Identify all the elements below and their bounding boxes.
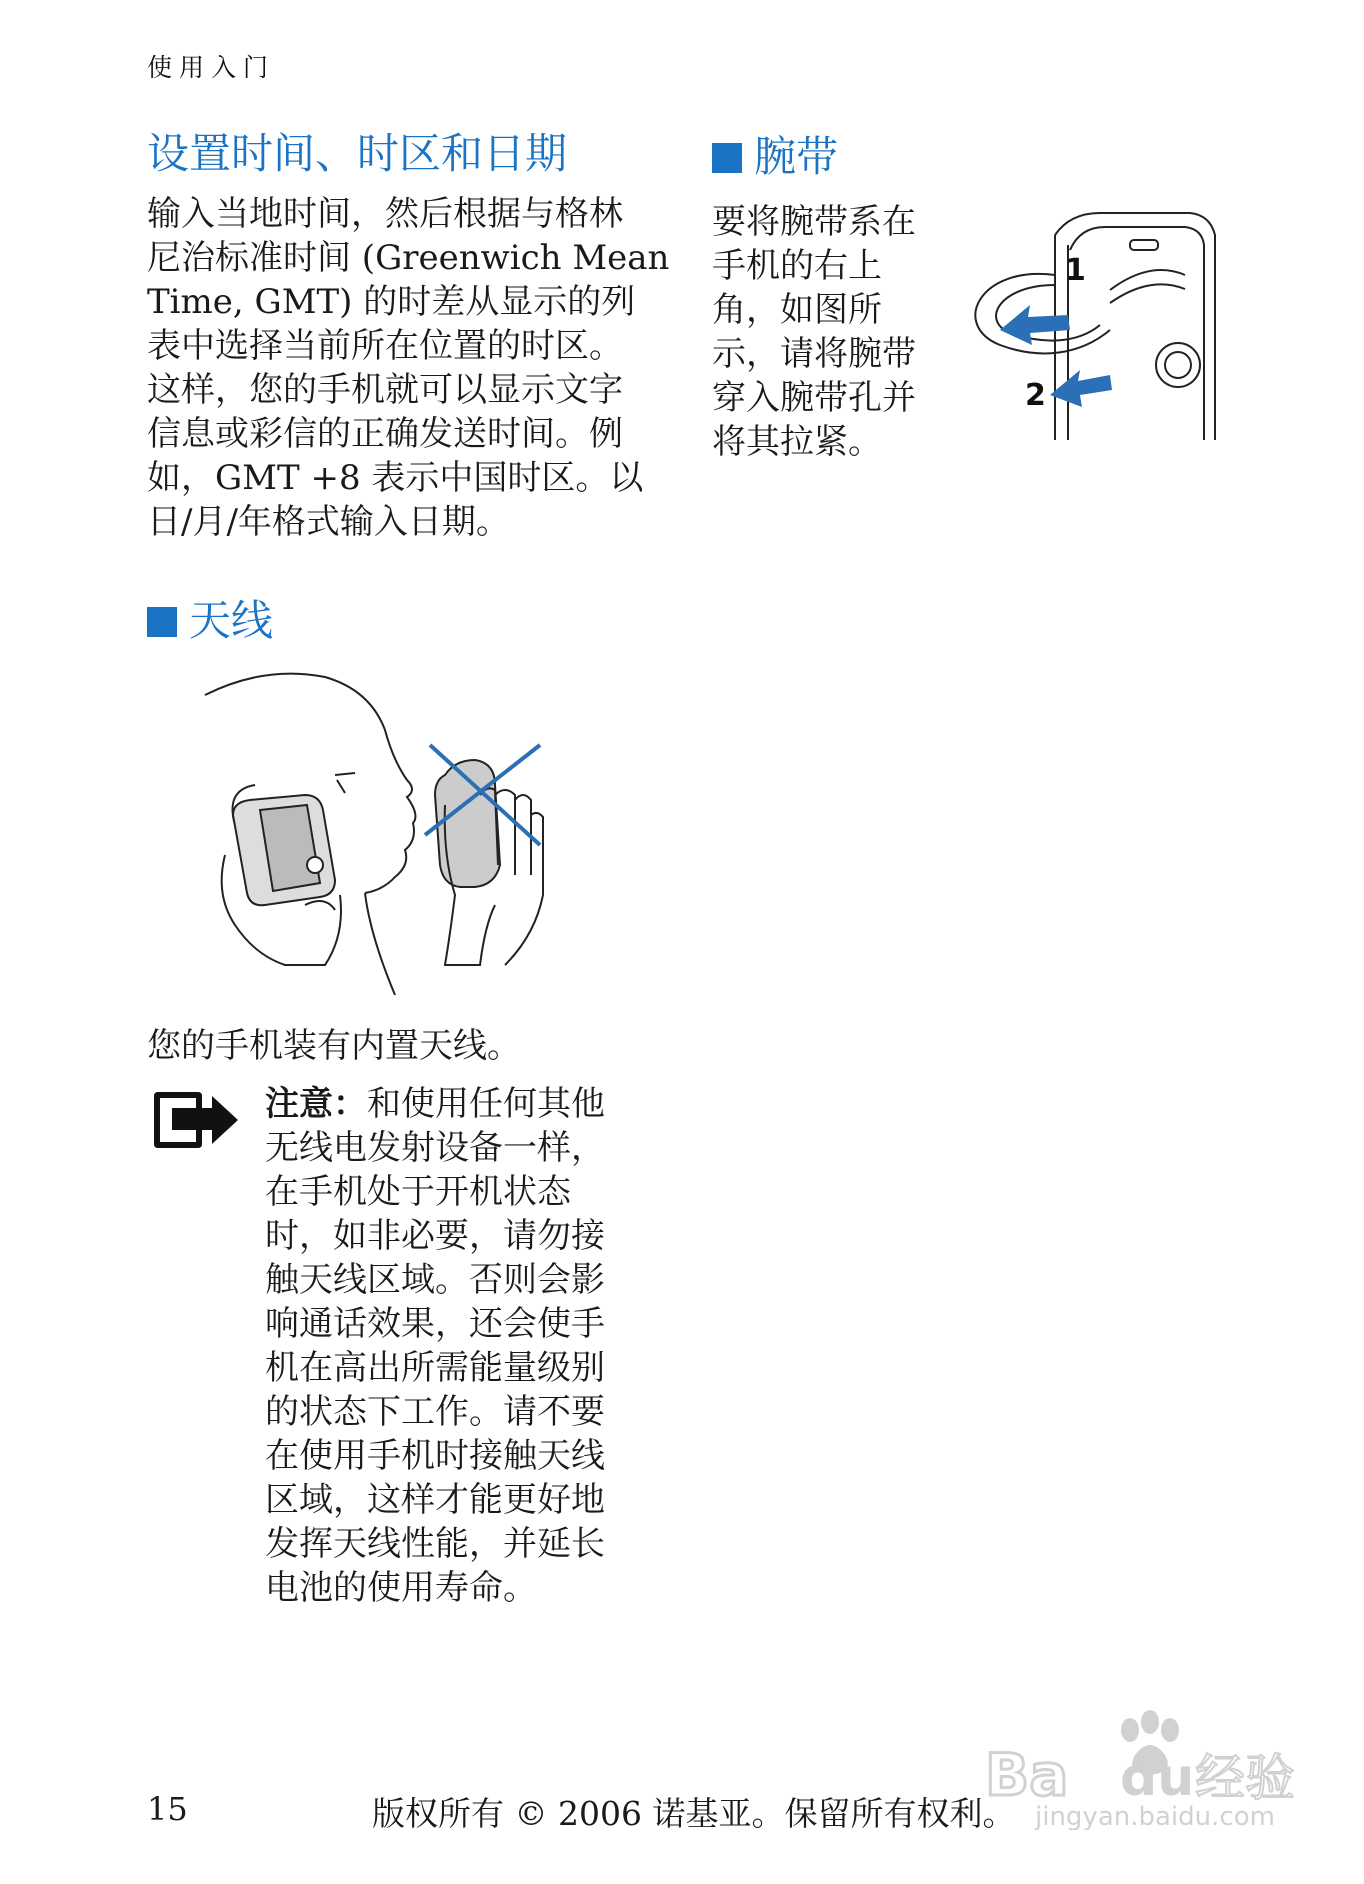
figure-label-1: 1	[1065, 253, 1086, 288]
section-title-text: 腕带	[754, 132, 839, 181]
watermark-brand-cn: 经验	[1195, 1749, 1295, 1807]
body-line: Time, GMT) 的时差从显示的列	[147, 282, 636, 322]
antenna-illustration	[195, 665, 635, 995]
note-line: 在使用手机时接触天线	[265, 1436, 605, 1476]
section-time-body	[147, 192, 669, 544]
note-line: 时，如非必要，请勿接	[265, 1216, 605, 1256]
note-line: 区域，这样才能更好地	[265, 1480, 605, 1520]
section-strap-body	[712, 200, 916, 464]
antenna-caption: 您的手机装有内置天线。	[147, 1026, 521, 1066]
watermark-brand-left: Ba	[985, 1741, 1069, 1809]
body-line: 日/月/年格式输入日期。	[147, 502, 510, 542]
note-line	[265, 1082, 605, 1126]
page-number: 15	[147, 1790, 188, 1828]
section-title-text: 天线	[189, 596, 274, 645]
note-text: 和使用任何其他	[367, 1084, 605, 1124]
note-line: 发挥天线性能，并延长	[265, 1524, 605, 1564]
note-line: 电池的使用寿命。	[265, 1568, 537, 1608]
section-title-antenna	[147, 596, 274, 645]
body-line: 将其拉紧。	[712, 422, 882, 462]
note-line: 无线电发射设备一样，	[265, 1128, 605, 1168]
antenna-note	[265, 1082, 605, 1610]
body-line: 如，GMT +8 表示中国时区。以	[147, 458, 644, 498]
figure-label-2: 2	[1025, 378, 1046, 413]
body-line: 尼治标准时间 (Greenwich Mean	[147, 238, 670, 278]
note-line: 在手机处于开机状态	[265, 1172, 571, 1212]
section-bullet-square	[147, 607, 177, 637]
note-line: 的状态下工作。请不要	[265, 1392, 605, 1432]
arrow-2-icon	[1050, 370, 1112, 407]
section-title-strap	[712, 132, 839, 181]
baidu-watermark-logo	[975, 1700, 1305, 1830]
note-line: 触天线区域。否则会影	[265, 1260, 605, 1300]
body-line: 表中选择当前所在位置的时区。	[147, 326, 623, 366]
copyright-notice: 版权所有 © 2006 诺基亚。保留所有权利。	[372, 1794, 1016, 1833]
watermark-brand-right: du	[1120, 1748, 1195, 1808]
wrist-strap-illustration	[960, 205, 1220, 445]
watermark-url: jingyan.baidu.com	[1035, 1802, 1275, 1830]
note-line: 响通话效果，还会使手	[265, 1304, 605, 1344]
body-line: 输入当地时间，然后根据与格林	[147, 194, 623, 234]
section-title-time: 设置时间、时区和日期	[147, 129, 568, 178]
body-line: 信息或彩信的正确发送时间。例	[147, 414, 623, 454]
running-header: 使用入门	[147, 53, 276, 82]
note-line: 机在高出所需能量级别	[265, 1348, 605, 1388]
body-line: 示，请将腕带	[712, 334, 916, 374]
body-line: 要将腕带系在	[712, 202, 916, 242]
note-label: 注意：	[265, 1084, 367, 1124]
section-bullet-square	[712, 143, 742, 173]
body-line: 穿入腕带孔并	[712, 378, 916, 418]
body-line: 这样，您的手机就可以显示文字	[147, 370, 623, 410]
note-icon	[150, 1090, 240, 1156]
body-line: 手机的右上	[712, 246, 882, 286]
body-line: 角，如图所	[712, 290, 882, 330]
